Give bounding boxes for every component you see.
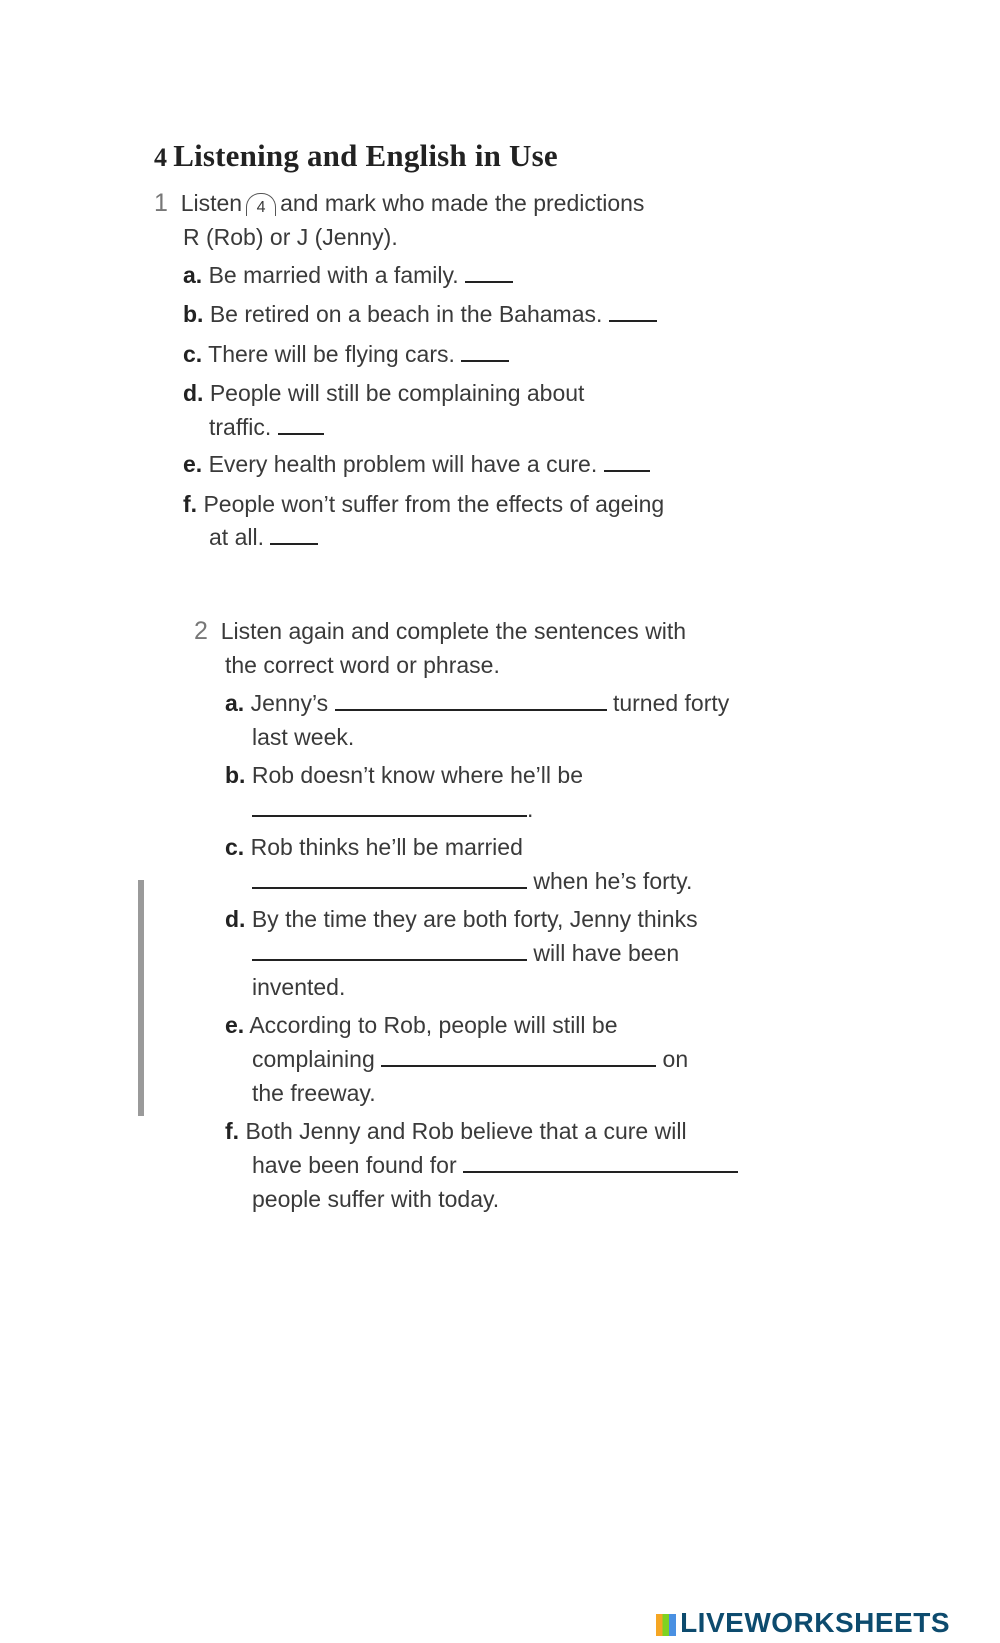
- ex2-item-a-line2: last week.: [252, 724, 355, 750]
- answer-blank[interactable]: [381, 1047, 656, 1067]
- answer-blank[interactable]: [270, 525, 318, 545]
- answer-blank[interactable]: [463, 1153, 738, 1173]
- ex2-item-d-line3: invented.: [252, 974, 346, 1000]
- ex1-instruction-line2: R (Rob) or J (Jenny).: [183, 224, 398, 250]
- answer-blank[interactable]: [461, 342, 509, 362]
- ex2-item-c-line2: when he’s forty.: [252, 864, 692, 898]
- ex2-item-f: f. Both Jenny and Rob believe that a cure will: [225, 1118, 687, 1144]
- answer-blank[interactable]: [335, 691, 607, 711]
- ex2-item-f-line2: have been found for: [252, 1148, 738, 1182]
- answer-blank[interactable]: [252, 941, 527, 961]
- ex2-item-e-line3: the freeway.: [252, 1080, 376, 1106]
- ex1-item-f-line2: at all.: [209, 520, 318, 554]
- answer-blank[interactable]: [465, 263, 513, 283]
- section-number: 4: [154, 143, 168, 172]
- ex2-instruction-line2: the correct word or phrase.: [225, 652, 500, 678]
- ex1-item-c: c. There will be flying cars.: [183, 337, 509, 371]
- ex2-item-d-line2: will have been: [252, 936, 679, 970]
- ex2-item-e: e. According to Rob, people will still be: [225, 1012, 618, 1038]
- audio-track-icon: 4: [246, 193, 276, 216]
- ex2-instruction: 2 Listen again and complete the sentences with: [194, 617, 687, 645]
- margin-bar: [138, 880, 144, 1116]
- logo-icon: [656, 1614, 676, 1636]
- ex2-item-b: b. Rob doesn’t know where he’ll be: [225, 762, 583, 788]
- ex2-item-a: a. Jenny’s turned forty: [225, 690, 730, 716]
- answer-blank[interactable]: [604, 452, 650, 472]
- ex2-item-e-line2: complaining on: [252, 1046, 689, 1072]
- answer-blank[interactable]: [252, 869, 527, 889]
- answer-blank[interactable]: [278, 415, 324, 435]
- ex1-instruction: 1 Listen 4 and mark who made the predictions: [154, 189, 645, 217]
- ex2-item-f-line3: people suffer with today.: [252, 1186, 500, 1212]
- answer-blank[interactable]: [609, 302, 657, 322]
- page-title: [154, 138, 558, 174]
- ex1-item-a: a. Be married with a family.: [183, 258, 513, 292]
- answer-blank[interactable]: [252, 797, 527, 817]
- liveworksheets-logo: LIVEWORKSHEETS: [656, 1607, 950, 1639]
- ex1-item-d-line2: traffic.: [209, 410, 324, 444]
- ex2-item-b-line2: .: [252, 792, 533, 826]
- ex2-item-c: c. Rob thinks he’ll be married: [225, 834, 523, 860]
- ex1-item-e: e. Every health problem will have a cure.: [183, 447, 650, 481]
- ex1-item-d: d. People will still be complaining about: [183, 380, 585, 406]
- ex1-item-b: b. Be retired on a beach in the Bahamas.: [183, 297, 657, 331]
- title-text: Listening and English in Use: [173, 138, 558, 173]
- ex1-item-f: f. People won’t suffer from the effects of ageing: [183, 491, 665, 517]
- ex2-item-d: d. By the time they are both forty, Jenny thinks: [225, 906, 698, 932]
- ex2-number: 2: [194, 617, 208, 645]
- ex1-number: 1: [154, 189, 168, 217]
